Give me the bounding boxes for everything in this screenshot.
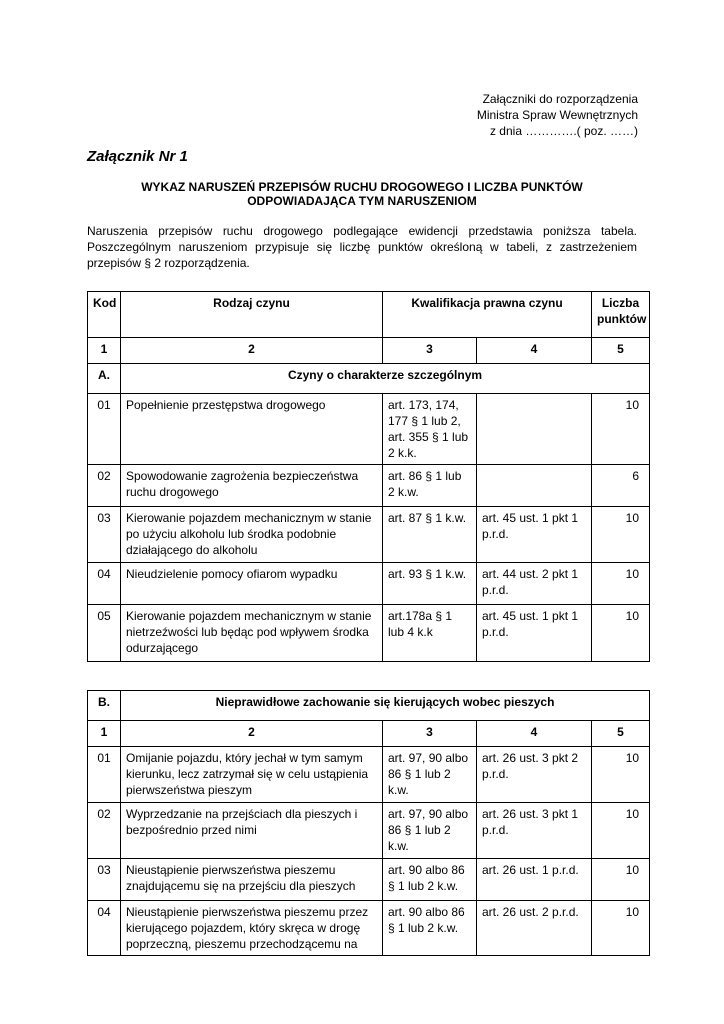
header-legal-qualification: Kwalifikacja prawna czynu — [383, 292, 592, 338]
annex-title: Załącznik Nr 1 — [87, 148, 188, 165]
row-points: 10 — [592, 901, 650, 956]
table-row — [88, 507, 650, 563]
row-points: 10 — [592, 563, 650, 605]
row-legal-basis: art. 90 albo 86 § 1 lub 2 k.w. — [383, 901, 477, 956]
row-description: Spowodowanie zagrożenia bezpieczeństwa ruchu drogowego — [121, 465, 383, 507]
row-legal-basis-prd: art. 26 ust. 2 p.r.d. — [477, 901, 592, 956]
row-legal-basis-prd: art. 45 ust. 1 pkt 1 p.r.d. — [477, 605, 592, 662]
row-legal-basis: art. 97, 90 albo 86 § 1 lub 2 k.w. — [383, 747, 477, 803]
row-legal-basis: art. 87 § 1 k.w. — [383, 507, 477, 563]
header-points: Liczba punktów — [592, 292, 650, 338]
row-description: Kierowanie pojazdem mechanicznym w stanie po użyciu alkoholu lub środka podobnie działającego do alkoholu — [121, 507, 383, 563]
row-code: 01 — [88, 394, 121, 465]
row-code: 05 — [88, 605, 121, 662]
column-number: 5 — [592, 721, 650, 747]
row-points: 10 — [592, 394, 650, 465]
section-row — [88, 691, 650, 721]
violations-table-b — [87, 690, 650, 956]
row-points: 10 — [592, 747, 650, 803]
row-description: Nieustąpienie pierwszeństwa pieszemu znajdującemu się na przejściu dla pieszych — [121, 859, 383, 901]
column-number-row — [88, 721, 650, 747]
row-legal-basis: art. 173, 174, 177 § 1 lub 2, art. 355 § 1 lub 2 k.k. — [383, 394, 477, 465]
column-number-row — [88, 338, 650, 364]
row-legal-basis-prd: art. 44 ust. 2 pkt 1 p.r.d. — [477, 563, 592, 605]
header-line: z dnia ………….( poz. ……) — [489, 124, 638, 138]
row-legal-basis: art. 93 § 1 k.w. — [383, 563, 477, 605]
row-description: Popełnienie przestępstwa drogowego — [121, 394, 383, 465]
row-points: 10 — [592, 507, 650, 563]
row-code: 04 — [88, 563, 121, 605]
row-points: 10 — [592, 803, 650, 859]
row-legal-basis-prd: art. 26 ust. 1 p.r.d. — [477, 859, 592, 901]
column-number: 5 — [592, 338, 650, 364]
row-description: Nieustąpienie pierwszeństwa pieszemu przez kierującego pojazdem, który skręca w drogę poprzeczną, pieszemu przechodzącemu na — [121, 901, 383, 956]
header-code: Kod — [88, 292, 121, 338]
violations-table-a — [87, 291, 650, 662]
row-points: 6 — [592, 465, 650, 507]
row-legal-basis-prd: art. 45 ust. 1 pkt 1 p.r.d. — [477, 507, 592, 563]
section-code: A. — [88, 364, 121, 394]
column-number: 1 — [88, 721, 121, 747]
regulation-header — [477, 91, 638, 139]
table-row — [88, 563, 650, 605]
column-number: 4 — [477, 338, 592, 364]
row-points: 10 — [592, 605, 650, 662]
row-code: 04 — [88, 901, 121, 956]
header-act-type: Rodzaj czynu — [121, 292, 383, 338]
table-header-row — [88, 292, 650, 338]
column-number: 3 — [383, 721, 477, 747]
row-points: 10 — [592, 859, 650, 901]
row-code: 03 — [88, 859, 121, 901]
table-row — [88, 465, 650, 507]
column-number: 2 — [121, 721, 383, 747]
row-description: Wyprzedzanie na przejściach dla pieszych i bezpośrednio przed nimi — [121, 803, 383, 859]
row-legal-basis: art. 90 albo 86 § 1 lub 2 k.w. — [383, 859, 477, 901]
table-row — [88, 803, 650, 859]
row-description: Kierowanie pojazdem mechanicznym w stanie nietrzeźwości lub będąc pod wpływem środka odurzającego — [121, 605, 383, 662]
section-title: Nieprawidłowe zachowanie się kierujących wobec pieszych — [121, 691, 650, 721]
title-line: WYKAZ NARUSZEŃ PRZEPISÓW RUCHU DROGOWEGO I LICZBA PUNKTÓW — [141, 180, 583, 194]
title-line: ODPOWIADAJĄCA TYM NARUSZENIOM — [247, 194, 477, 208]
row-legal-basis-prd — [477, 465, 592, 507]
row-legal-basis-prd: art. 26 ust. 3 pkt 1 p.r.d. — [477, 803, 592, 859]
row-legal-basis-prd: art. 26 ust. 3 pkt 2 p.r.d. — [477, 747, 592, 803]
section-title: Czyny o charakterze szczególnym — [121, 364, 650, 394]
row-code: 02 — [88, 803, 121, 859]
column-number: 4 — [477, 721, 592, 747]
section-row — [88, 364, 650, 394]
table-row — [88, 605, 650, 662]
row-legal-basis-prd — [477, 394, 592, 465]
row-code: 01 — [88, 747, 121, 803]
table-row — [88, 901, 650, 956]
row-legal-basis: art. 97, 90 albo 86 § 1 lub 2 k.w. — [383, 803, 477, 859]
intro-paragraph: Naruszenia przepisów ruchu drogowego podlegające ewidencji przedstawia poniższa tabela. Poszczególnym naruszeniom przypisuje się liczbę punktów określoną w tabeli, z zastrzeżeniem przepisów § 2 rozporządzenia. — [87, 224, 637, 270]
column-number: 3 — [383, 338, 477, 364]
table-row — [88, 394, 650, 465]
row-code: 03 — [88, 507, 121, 563]
section-code: B. — [88, 691, 121, 721]
table-row — [88, 747, 650, 803]
header-line: Załączniki do rozporządzenia — [482, 92, 638, 106]
document-title — [87, 180, 637, 208]
header-line: Ministra Spraw Wewnętrznych — [476, 108, 638, 122]
column-number: 2 — [121, 338, 383, 364]
row-legal-basis: art. 86 § 1 lub 2 k.w. — [383, 465, 477, 507]
row-legal-basis: art.178a § 1 lub 4 k.k — [383, 605, 477, 662]
table-row — [88, 859, 650, 901]
column-number: 1 — [88, 338, 121, 364]
row-description: Omijanie pojazdu, który jechał w tym samym kierunku, lecz zatrzymał się w celu ustąpienia pierwszeństwa pieszym — [121, 747, 383, 803]
row-description: Nieudzielenie pomocy ofiarom wypadku — [121, 563, 383, 605]
row-code: 02 — [88, 465, 121, 507]
